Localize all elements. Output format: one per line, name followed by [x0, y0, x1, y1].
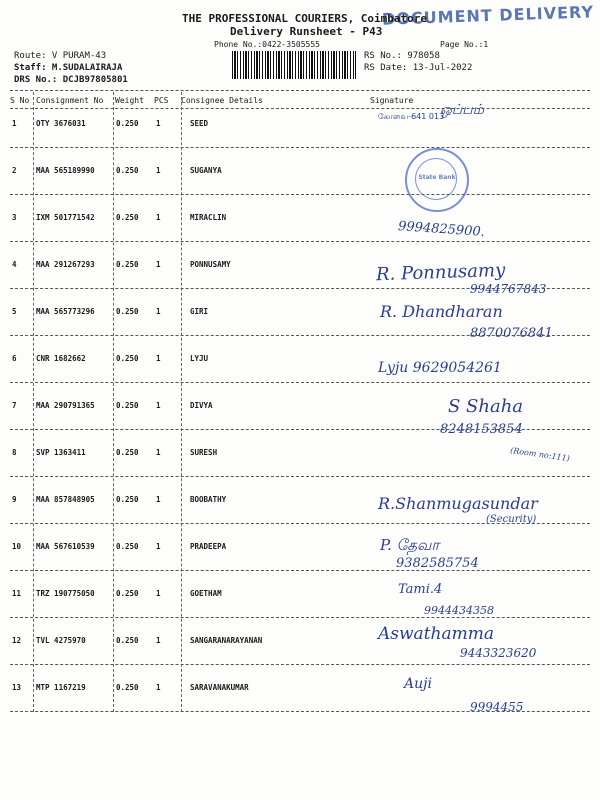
row-consignment: MAA 291267293: [36, 260, 95, 269]
row-sno: 9: [12, 495, 17, 504]
row-pcs: 1: [156, 307, 161, 316]
row-consignee: SUGANYA: [190, 166, 222, 175]
row-pcs: 1: [156, 166, 161, 175]
row-consignment: MTP 1167219: [36, 683, 86, 692]
row-weight: 0.250: [116, 119, 139, 128]
row-weight: 0.250: [116, 166, 139, 175]
table-top-rule: [10, 90, 590, 91]
row-rule: [10, 664, 590, 665]
col-signature: Signature: [370, 96, 414, 105]
row-sno: 7: [12, 401, 17, 410]
row-weight: 0.250: [116, 448, 139, 457]
row-consignee: MIRACLIN: [190, 213, 227, 222]
row-sno: 8: [12, 448, 17, 457]
row-pcs: 1: [156, 260, 161, 269]
row-sno: 11: [12, 589, 22, 598]
row-consignment: IXM 501771542: [36, 213, 95, 222]
signature-row-13: Auji: [404, 676, 432, 692]
phone-row-10: 9382585754: [396, 556, 479, 571]
row-sno: 3: [12, 213, 17, 222]
page-number: Page No.:1: [440, 40, 489, 49]
row-weight: 0.250: [116, 683, 139, 692]
row-sno: 13: [12, 683, 22, 692]
route: Route: V PURAM-43: [14, 51, 107, 61]
column-divider: [113, 92, 114, 712]
row-pcs: 1: [156, 448, 161, 457]
bank-seal: [405, 148, 469, 212]
phone-row-5: 8870076841: [470, 326, 553, 341]
row-consignee: LYJU: [190, 354, 209, 363]
row-rule: [10, 382, 590, 383]
row-consignee: GIRI: [190, 307, 209, 316]
column-divider: [33, 92, 34, 712]
row-pcs: 1: [156, 354, 161, 363]
signature-row-7: S Shaha: [448, 396, 524, 417]
row-weight: 0.250: [116, 307, 139, 316]
row-consignee: PONNUSAMY: [190, 260, 231, 269]
row-sno: 1: [12, 119, 17, 128]
runsheet-title: Delivery Runsheet - P43: [230, 25, 383, 38]
row-consignment: OTY 3676031: [36, 119, 86, 128]
row-rule: [10, 570, 590, 571]
row-consignment: TRZ 190775050: [36, 589, 95, 598]
signature-row-12: Aswathamma: [378, 624, 494, 644]
col-sno: S No: [10, 96, 30, 105]
row-sno: 10: [12, 542, 22, 551]
table-header-rule: [10, 108, 590, 109]
row-pcs: 1: [156, 213, 161, 222]
row-sno: 2: [12, 166, 17, 175]
rs-number: RS No.: 978058: [364, 51, 440, 61]
row-consignee: SANGARANARAYANAN: [190, 636, 263, 645]
row-rule: [10, 617, 590, 618]
row-consignment: MAA 565189990: [36, 166, 95, 175]
address-stamp: கோவை-641 013: [378, 112, 445, 121]
signature-row-4: R. Ponnusamy: [375, 259, 506, 286]
drs-number: DRS No.: DCJB97805801: [14, 75, 128, 85]
row-consignee: BOOBATHY: [190, 495, 227, 504]
col-consignee: Consignee Details: [181, 96, 263, 105]
phone-row-7: 8248153854: [440, 422, 523, 437]
row-pcs: 1: [156, 495, 161, 504]
row-weight: 0.250: [116, 213, 139, 222]
row-pcs: 1: [156, 119, 161, 128]
row-weight: 0.250: [116, 495, 139, 504]
note-row-9: (Security): [486, 514, 537, 525]
row-consignee: DIVYA: [190, 401, 213, 410]
row-weight: 0.250: [116, 636, 139, 645]
phone-row-12: 9443323620: [460, 646, 537, 660]
row-sno: 5: [12, 307, 17, 316]
seal-text: State Bank: [418, 174, 456, 181]
row-consignment: MAA 565773296: [36, 307, 95, 316]
signature-row-6: Lyju 9629054261: [378, 360, 502, 376]
row-weight: 0.250: [116, 401, 139, 410]
col-weight: Weight: [115, 96, 144, 105]
row-rule: [10, 241, 590, 242]
row-rule: [10, 147, 590, 148]
row-pcs: 1: [156, 683, 161, 692]
signature-scribble: ஒப்பம்: [440, 102, 484, 118]
signature-row-3: 9994825900.: [397, 218, 486, 241]
column-divider: [181, 92, 182, 712]
row-pcs: 1: [156, 589, 161, 598]
staff: Staff: M.SUDALAIRAJA: [14, 63, 123, 73]
row-consignee: GOETHAM: [190, 589, 222, 598]
row-consignment: CNR 1682662: [36, 354, 86, 363]
phone-row-4: 9944767843: [470, 282, 547, 296]
row-consignment: SVP 1363411: [36, 448, 86, 457]
row-consignee: SURESH: [190, 448, 218, 457]
row-weight: 0.250: [116, 542, 139, 551]
row-weight: 0.250: [116, 589, 139, 598]
row-consignee: PRADEEPA: [190, 542, 227, 551]
phone-row-11: 9944434358: [424, 604, 494, 617]
rs-date: RS Date: 13-Jul-2022: [364, 63, 473, 73]
row-weight: 0.250: [116, 354, 139, 363]
company-title: THE PROFESSIONAL COURIERS, Coimbatore: [182, 12, 428, 25]
signature-row-9: R.Shanmugasundar: [378, 494, 538, 513]
signature-row-8: (Room no:111): [509, 445, 571, 464]
phone-row-13: 9994455: [470, 700, 524, 714]
row-consignee: SARAVANAKUMAR: [190, 683, 249, 692]
row-sno: 12: [12, 636, 22, 645]
row-rule: [10, 476, 590, 477]
phone-number: Phone No.:0422-3505555: [214, 40, 320, 49]
row-pcs: 1: [156, 401, 161, 410]
row-pcs: 1: [156, 636, 161, 645]
col-pcs: PCS: [154, 96, 169, 105]
signature-row-5: R. Dhandharan: [380, 302, 503, 321]
row-consignee: SEED: [190, 119, 209, 128]
row-rule: [10, 194, 590, 195]
signature-row-10: P. தேவா: [380, 536, 440, 554]
row-consignment: TVL 4275970: [36, 636, 86, 645]
row-pcs: 1: [156, 542, 161, 551]
row-weight: 0.250: [116, 260, 139, 269]
barcode-icon: [232, 51, 356, 79]
signature-row-11: Tami.4: [398, 582, 443, 597]
col-consignment: Consignment No: [36, 96, 104, 105]
row-consignment: MAA 290791365: [36, 401, 95, 410]
row-sno: 4: [12, 260, 17, 269]
row-sno: 6: [12, 354, 17, 363]
document-delivery-stamp: DOCUMENT DELIVERY: [381, 2, 595, 29]
row-consignment: MAA 857848905: [36, 495, 95, 504]
row-consignment: MAA 567610539: [36, 542, 95, 551]
